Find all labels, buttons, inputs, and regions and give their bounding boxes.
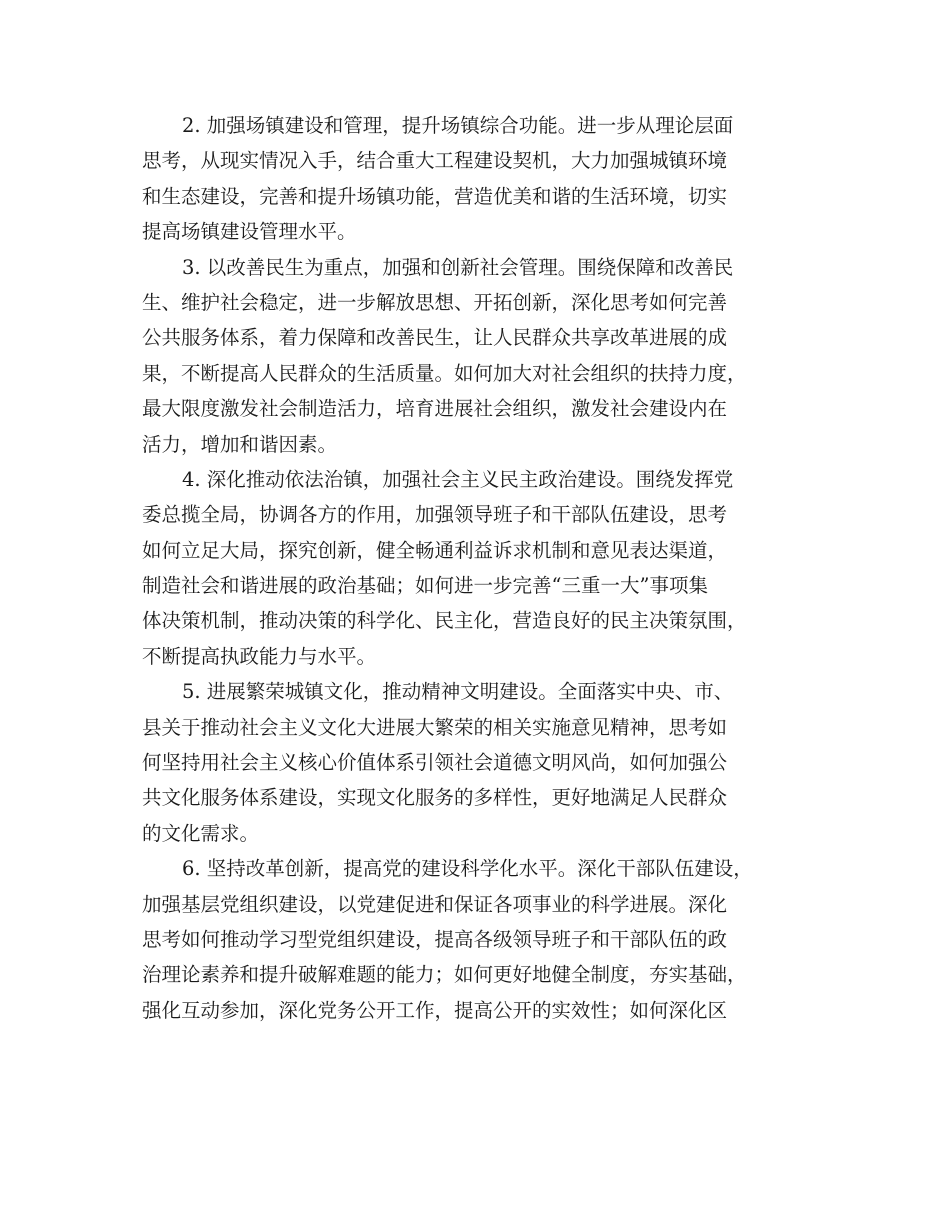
paragraph-2 [142, 108, 810, 250]
paragraph-line: 不断提高执政能力与水平。 [142, 644, 377, 668]
paragraph-4 [142, 462, 810, 674]
paragraph-line: 体决策机制，推动决策的科学化、民主化，营造良好的民主决策氛围， [142, 609, 747, 633]
paragraph-line: 活力，增加和谐因素。 [142, 432, 338, 456]
paragraph-3 [142, 250, 810, 462]
paragraph-line: 提高场镇建设管理水平。 [142, 220, 357, 244]
paragraph-line: 加强基层党组织建设，以党建促进和保证各项事业的科学进展。深化 [142, 892, 728, 916]
paragraph-line: 如何立足大局，探究创新，健全畅通利益诉求机制和意见表达渠道， [142, 538, 728, 562]
document-body [142, 108, 810, 1028]
paragraph-5 [142, 674, 810, 851]
paragraph-line: 委总揽全局，协调各方的作用，加强领导班子和干部队伍建设，思考 [142, 503, 728, 527]
paragraph-line: 治理论素养和提升破解难题的能力；如何更好地健全制度，夯实基础， [142, 963, 747, 987]
paragraph-line: 2. 加强场镇建设和管理，提升场镇综合功能。进一步从理论层面 [182, 114, 734, 137]
paragraph-line: 县关于推动社会主义文化大进展大繁荣的相关实施意见精神，思考如 [142, 715, 728, 739]
paragraph-line: 公共服务体系，着力保障和改善民生，让人民群众共享改革进展的成 [142, 326, 728, 350]
paragraph-line: 6. 坚持改革创新，提高党的建设科学化水平。深化干部队伍建设， [182, 857, 753, 881]
paragraph-line: 生、维护社会稳定，进一步解放思想、开拓创新，深化思考如何完善 [142, 290, 728, 314]
paragraph-line: 果，不断提高人民群众的生活质量。如何加大对社会组织的扶持力度， [142, 361, 747, 385]
paragraph-line: 共文化服务体系建设，实现文化服务的多样性，更好地满足人民群众 [142, 786, 728, 810]
paragraph-line: 和生态建设，完善和提升场镇功能，营造优美和谐的生活环境，切实 [142, 184, 728, 208]
paragraph-line: 5. 进展繁荣城镇文化，推动精神文明建设。全面落实中央、市、 [182, 680, 734, 704]
paragraph-line: 4. 深化推动依法治镇，加强社会主义民主政治建设。围绕发挥党 [182, 467, 734, 491]
paragraph-line: 的文化需求。 [142, 821, 260, 845]
paragraph-line: 制造社会和谐进展的政治基础；如何进一步完善“三重一大”事项集 [142, 574, 708, 598]
paragraph-line: 3. 以改善民生为重点，加强和创新社会管理。围绕保障和改善民 [182, 255, 734, 279]
paragraph-line: 思考，从现实情况入手，结合重大工程建设契机，大力加强城镇环境 [142, 149, 728, 173]
paragraph-line: 何坚持用社会主义核心价值体系引领社会道德文明风尚，如何加强公 [142, 751, 728, 775]
paragraph-line: 强化互动参加，深化党务公开工作，提高公开的实效性；如何深化区 [142, 998, 728, 1022]
paragraph-line: 最大限度激发社会制造活力，培育进展社会组织，激发社会建设内在 [142, 397, 728, 421]
paragraph-line: 思考如何推动学习型党组织建设，提高各级领导班子和干部队伍的政 [142, 927, 728, 951]
paragraph-6 [142, 851, 810, 1028]
